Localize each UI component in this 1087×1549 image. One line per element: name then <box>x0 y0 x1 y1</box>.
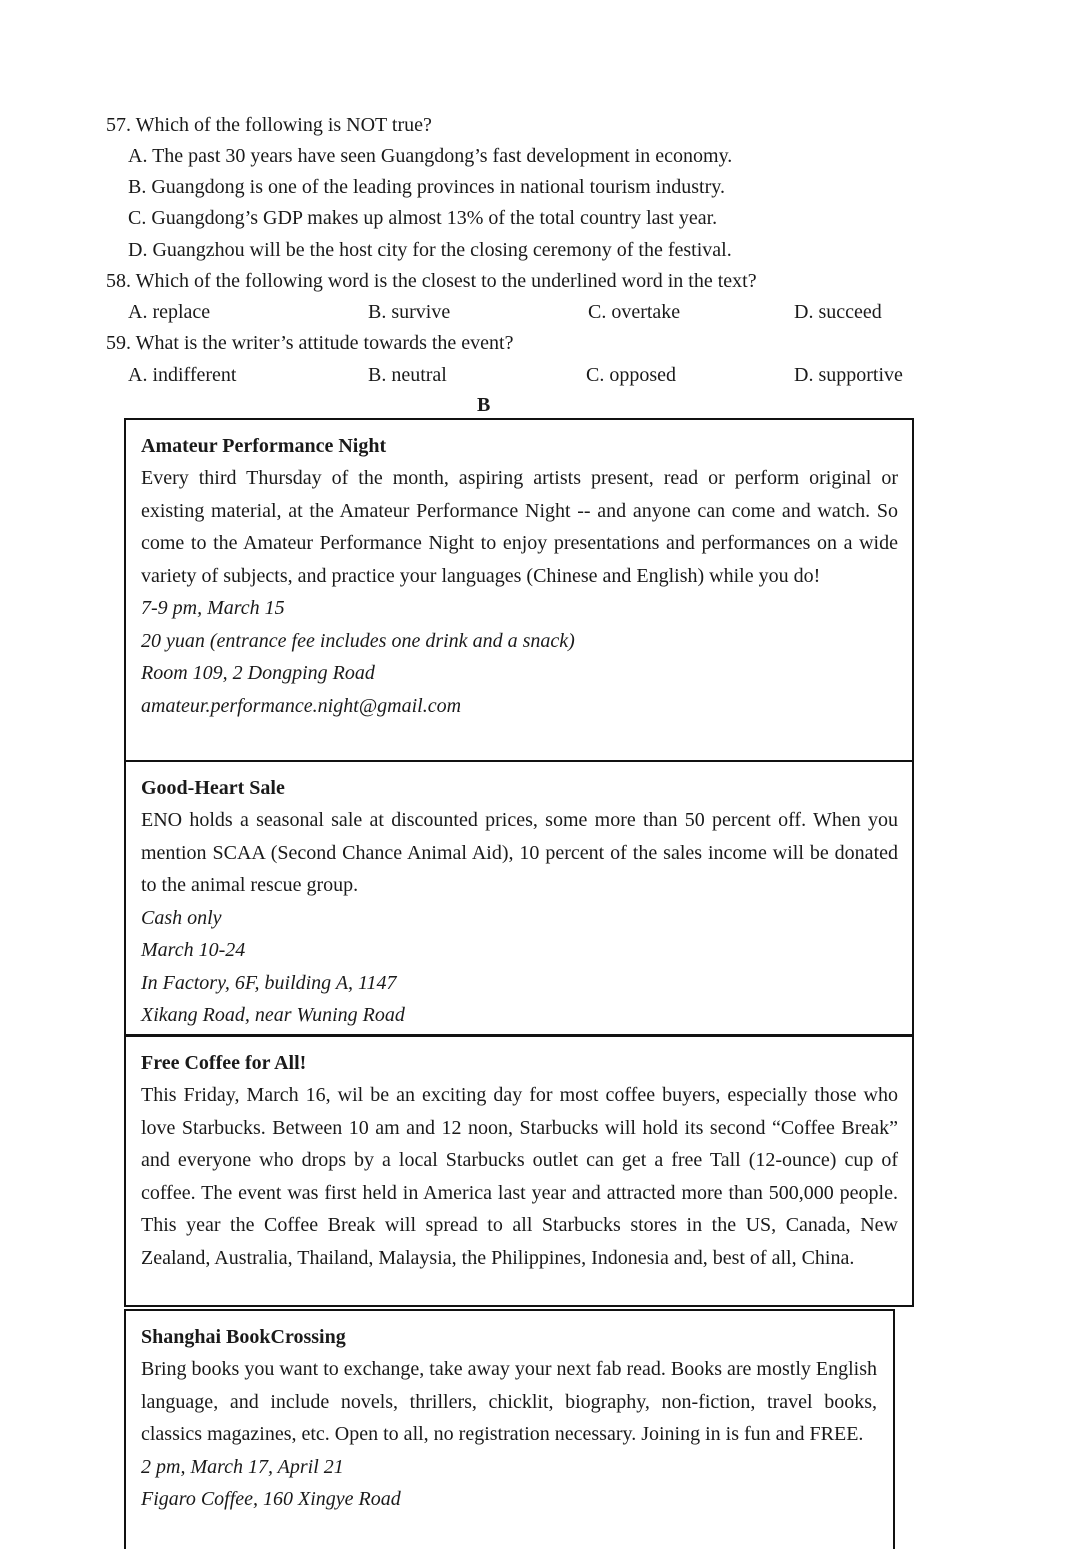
ad-time: 2 pm, March 17, April 21 <box>141 1455 344 1478</box>
ad-address: Room 109, 2 Dongping Road <box>141 662 375 684</box>
question-59-stem: 59. What is the writer’s attitude towards the event? <box>106 332 514 354</box>
ad-box-amateur-performance <box>124 418 914 762</box>
ad-body: This Friday, March 16, wil be an exciting day for most coffee buyers, especially those who love Starbucks. Between 10 am and 12 noon, Starbucks will hold its second “Coffee Break” and everyone who drops by a local Starbucks outlet can get a free Tall (12-ounce) cup of coffee. The event was first held in America last year and attracted more than 500,000 people. This year the Coffee Break will spread to all Starbucks stores in the US, Canada, New Zealand, Australia, Thailand, Malaysia, the Philippines, Indonesia and, best of all, China. <box>141 1084 898 1269</box>
ad-payment: Cash only <box>141 906 222 929</box>
ad-email: amateur.performance.night@gmail.com <box>141 694 462 717</box>
question-59-options <box>0 363 1087 387</box>
ad-date: March 10-24 <box>141 939 246 961</box>
ad-box-bookcrossing <box>124 1309 895 1549</box>
question-58-option-c: C. overtake <box>588 301 681 323</box>
ad-body: Bring books you want to exchange, take away your next fab read. Books are mostly English language, and include novels, thrillers, chicklit, biography, non-fiction, travel books, classics magazines, etc. Open to all, no registration necessary. Joining in is fun and FREE. <box>141 1358 877 1445</box>
ad-box-free-coffee <box>124 1034 914 1307</box>
question-57-option-a: A. The past 30 years have seen Guangdong’s fast development in economy. <box>128 145 733 167</box>
section-label: B <box>477 394 491 416</box>
question-58-option-b: B. survive <box>368 301 451 323</box>
question-59-option-c: C. opposed <box>586 364 676 386</box>
question-57-option-d: D. Guangzhou will be the host city for the closing ceremony of the festival. <box>128 239 732 261</box>
ad-price: 20 yuan (entrance fee includes one drink and a snack) <box>141 629 575 652</box>
ad-box-good-heart-sale <box>124 760 914 1036</box>
ad-time: 7-9 pm, March 15 <box>141 597 285 619</box>
ad-title: Good-Heart Sale <box>141 777 285 799</box>
question-57-option-c: C. Guangdong’s GDP makes up almost 13% of the total country last year. <box>128 207 718 229</box>
question-57-option-b: B. Guangdong is one of the leading provinces in national tourism industry. <box>128 176 725 198</box>
ad-address: Figaro Coffee, 160 Xingye Road <box>141 1488 401 1510</box>
ad-body: ENO holds a seasonal sale at discounted prices, some more than 50 percent off. When you mention SCAA (Second Chance Animal Aid), 10 percent of the sales income will be donated to the animal rescue group. <box>141 809 898 896</box>
ad-address: In Factory, 6F, building A, 1147 <box>141 971 397 994</box>
question-59-option-d: D. supportive <box>794 364 903 386</box>
question-58-stem: 58. Which of the following word is the closest to the underlined word in the text? <box>106 270 757 292</box>
question-58-option-a: A. replace <box>128 301 211 323</box>
question-57-stem: 57. Which of the following is NOT true? <box>106 114 432 136</box>
question-58-options <box>0 300 1087 324</box>
question-59-option-b: B. neutral <box>368 364 447 386</box>
ad-address-2: Xikang Road, near Wuning Road <box>141 1004 405 1026</box>
question-59-option-a: A. indifferent <box>128 364 237 386</box>
ad-body: Every third Thursday of the month, aspiring artists present, read or perform original or existing material, at the Amateur Performance Night -- and anyone can come and watch. So come to the Amateur Performance Night to enjoy presentations and performances on a wide variety of subjects, and practice your languages (Chinese and English) while you do! <box>141 467 898 587</box>
question-58-option-d: D. succeed <box>794 301 882 323</box>
ad-title: Free Coffee for All! <box>141 1052 307 1074</box>
ad-title: Amateur Performance Night <box>141 435 387 457</box>
ad-title: Shanghai BookCrossing <box>141 1326 346 1348</box>
